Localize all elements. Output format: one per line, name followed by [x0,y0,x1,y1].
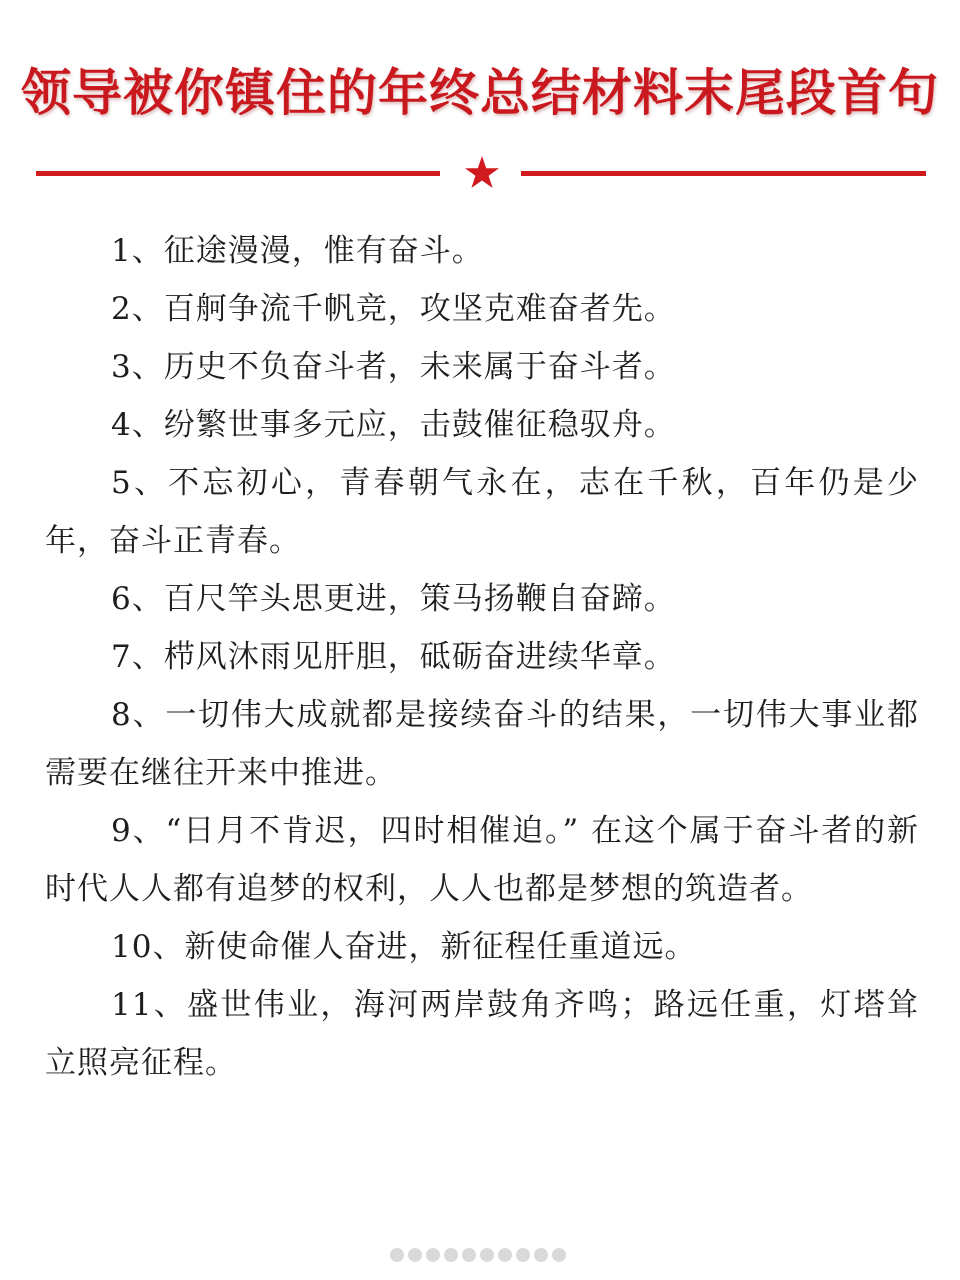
divider-line-left [36,171,440,176]
list-item: 3、历史不负奋斗者，未来属于奋斗者。 [111,349,676,385]
list-item: 6、百尺竿头思更进，策马扬鞭自奋蹄。 [111,581,676,617]
list-item: 9、“日月不肯迟，四时相催迫。” 在这个属于奋斗者的新时代人人都有追梦的权利，人人也都是梦想的筑造者。 [45,813,919,907]
star-icon [464,155,500,191]
list-item: 1、征途漫漫，惟有奋斗。 [111,233,484,269]
article-body [45,222,919,1092]
list-item: 8、一切伟大成就都是接续奋斗的结果，一切伟大事业都需要在继往开来中推进。 [45,697,919,791]
list-item: 10、新使命催人奋进，新征程任重道远。 [111,929,697,965]
divider-line-right [521,171,926,176]
list-item: 2、百舸争流千帆竞，攻坚克难奋者先。 [111,291,676,327]
list-item: 5、不忘初心，青春朝气永在，志在千秋，百年仍是少年，奋斗正青春。 [45,465,919,559]
list-item: 7、栉风沐雨见肝胆，砥砺奋进续华章。 [111,639,676,675]
page-title: 领导被你镇住的年终总结材料末尾段首句 [21,63,939,122]
watermark [390,1244,570,1268]
list-item: 4、纷繁世事多元应，击鼓催征稳驭舟。 [111,407,676,443]
list-item: 11、盛世伟业，海河两岸鼓角齐鸣；路远任重，灯塔耸立照亮征程。 [45,987,919,1081]
